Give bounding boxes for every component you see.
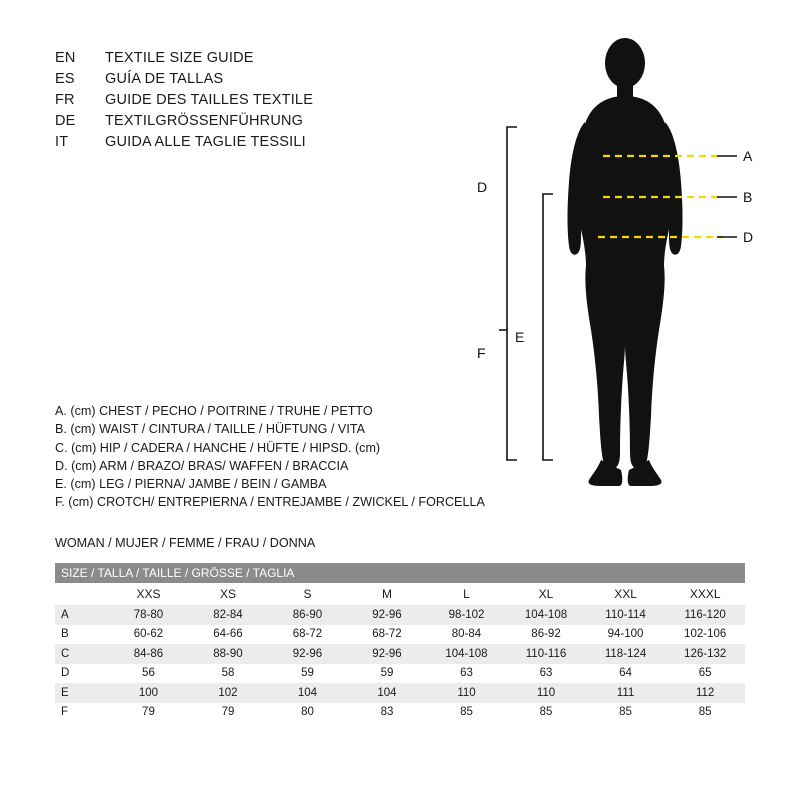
cell-c-xxs: 84-86	[109, 644, 189, 664]
size-table-wrapper	[55, 563, 745, 722]
table-row	[55, 605, 745, 625]
legend-row-b: B. (cm) WAIST / CINTURA / TAILLE / HÜFTUNG / VITA	[55, 422, 365, 437]
cell-d-xs: 58	[188, 664, 268, 684]
cell-e-l: 110	[427, 683, 507, 703]
table-row	[55, 683, 745, 703]
header-cell-blank	[55, 583, 109, 605]
diagram-label-b: B	[743, 189, 753, 205]
legend-row-e: E. (cm) LEG / PIERNA/ JAMBE / BEIN / GAMBA	[55, 477, 327, 492]
cell-e-xxxl: 112	[665, 683, 745, 703]
header-cell-xxl: XXL	[586, 583, 666, 605]
row-label-f: F	[55, 703, 109, 723]
cell-d-xl: 63	[506, 664, 586, 684]
cell-c-xs: 88-90	[188, 644, 268, 664]
cell-f-m: 83	[347, 703, 427, 723]
size-table	[55, 563, 745, 722]
gender-line: WOMAN / MUJER / FEMME / FRAU / DONNA	[55, 536, 316, 550]
title-text-en: TEXTILE SIZE GUIDE	[105, 50, 254, 66]
language-code-it: IT	[55, 134, 69, 150]
header-cell-xl: XL	[506, 583, 586, 605]
title-block	[55, 50, 475, 155]
cell-a-s: 86-90	[268, 605, 348, 625]
title-row-it	[55, 134, 475, 155]
female-silhouette-icon	[568, 38, 683, 486]
title-text-de: TEXTILGRÖSSENFÜHRUNG	[105, 113, 304, 129]
legend-block	[55, 402, 535, 512]
cell-b-xl: 86-92	[506, 625, 586, 645]
cell-d-xxl: 64	[586, 664, 666, 684]
title-row-en	[55, 50, 475, 71]
cell-a-xl: 104-108	[506, 605, 586, 625]
cell-f-xxl: 85	[586, 703, 666, 723]
cell-f-xxxl: 85	[665, 703, 745, 723]
cell-c-xxl: 118-124	[586, 644, 666, 664]
header-cell-xs: XS	[188, 583, 268, 605]
cell-e-xl: 110	[506, 683, 586, 703]
cell-e-xxl: 111	[586, 683, 666, 703]
cell-a-m: 92-96	[347, 605, 427, 625]
cell-f-l: 85	[427, 703, 507, 723]
title-text-fr: GUIDE DES TAILLES TEXTILE	[105, 92, 314, 108]
cell-c-s: 92-96	[268, 644, 348, 664]
cell-f-s: 80	[268, 703, 348, 723]
row-label-a: A	[55, 605, 109, 625]
title-text-it: GUIDA ALLE TAGLIE TESSILI	[105, 134, 306, 150]
legend-row-f: F. (cm) CROTCH/ ENTREPIERNA / ENTREJAMBE / ZWICKEL / FORCELLA	[55, 495, 485, 510]
cell-b-xxxl: 102-106	[665, 625, 745, 645]
diagram-label-f: F	[477, 345, 486, 361]
table-row	[55, 625, 745, 645]
table-row	[55, 664, 745, 684]
row-label-b: B	[55, 625, 109, 645]
cell-b-m: 68-72	[347, 625, 427, 645]
table-title-row	[55, 563, 745, 583]
cell-f-xs: 79	[188, 703, 268, 723]
language-code-fr: FR	[55, 92, 75, 108]
language-code-en: EN	[55, 50, 76, 66]
header-cell-s: S	[268, 583, 348, 605]
cell-d-s: 59	[268, 664, 348, 684]
header-cell-xxs: XXS	[109, 583, 189, 605]
legend-row-a: A. (cm) CHEST / PECHO / POITRINE / TRUHE / PETTO	[55, 404, 373, 418]
cell-c-xl: 110-116	[506, 644, 586, 664]
cell-a-xxs: 78-80	[109, 605, 189, 625]
header-cell-m: M	[347, 583, 427, 605]
cell-b-xxl: 94-100	[586, 625, 666, 645]
cell-a-xxxl: 116-120	[665, 605, 745, 625]
row-label-c: C	[55, 644, 109, 664]
language-code-es: ES	[55, 71, 75, 87]
diagram-label-c: D	[743, 229, 754, 245]
title-row-de	[55, 113, 475, 134]
cell-a-l: 98-102	[427, 605, 507, 625]
cell-d-xxs: 56	[109, 664, 189, 684]
legend-row-c: C. (cm) HIP / CADERA / HANCHE / HÜFTE / HIPSD. (cm)	[55, 440, 381, 455]
table-title: SIZE / TALLA / TAILLE / GRÖSSE / TAGLIA	[55, 563, 745, 583]
table-header-row	[55, 583, 745, 605]
header-cell-xxxl: XXXL	[665, 583, 745, 605]
cell-d-l: 63	[427, 664, 507, 684]
row-label-d: D	[55, 664, 109, 684]
cell-d-m: 59	[347, 664, 427, 684]
cell-c-m: 92-96	[347, 644, 427, 664]
table-row	[55, 644, 745, 664]
title-row-fr	[55, 92, 475, 113]
cell-a-xxl: 110-114	[586, 605, 666, 625]
diagram-label-e: E	[515, 329, 525, 345]
cell-c-l: 104-108	[427, 644, 507, 664]
cell-d-xxxl: 65	[665, 664, 745, 684]
title-text-es: GUÍA DE TALLAS	[105, 71, 224, 87]
cell-e-m: 104	[347, 683, 427, 703]
cell-f-xxs: 79	[109, 703, 189, 723]
dimension-bracket-e	[543, 194, 553, 460]
cell-a-xs: 82-84	[188, 605, 268, 625]
cell-c-xxxl: 126-132	[665, 644, 745, 664]
cell-e-s: 104	[268, 683, 348, 703]
table-row	[55, 703, 745, 723]
row-label-e: E	[55, 683, 109, 703]
title-row-es	[55, 71, 475, 92]
header-cell-l: L	[427, 583, 507, 605]
language-code-de: DE	[55, 113, 76, 129]
cell-b-xxs: 60-62	[109, 625, 189, 645]
legend-row-d: D. (cm) ARM / BRAZO/ BRAS/ WAFFEN / BRACCIA	[55, 458, 349, 473]
cell-e-xs: 102	[188, 683, 268, 703]
cell-b-l: 80-84	[427, 625, 507, 645]
diagram-label-d: D	[477, 179, 488, 195]
cell-b-s: 68-72	[268, 625, 348, 645]
cell-e-xxs: 100	[109, 683, 189, 703]
cell-b-xs: 64-66	[188, 625, 268, 645]
cell-f-xl: 85	[506, 703, 586, 723]
diagram-label-a: A	[743, 148, 753, 164]
